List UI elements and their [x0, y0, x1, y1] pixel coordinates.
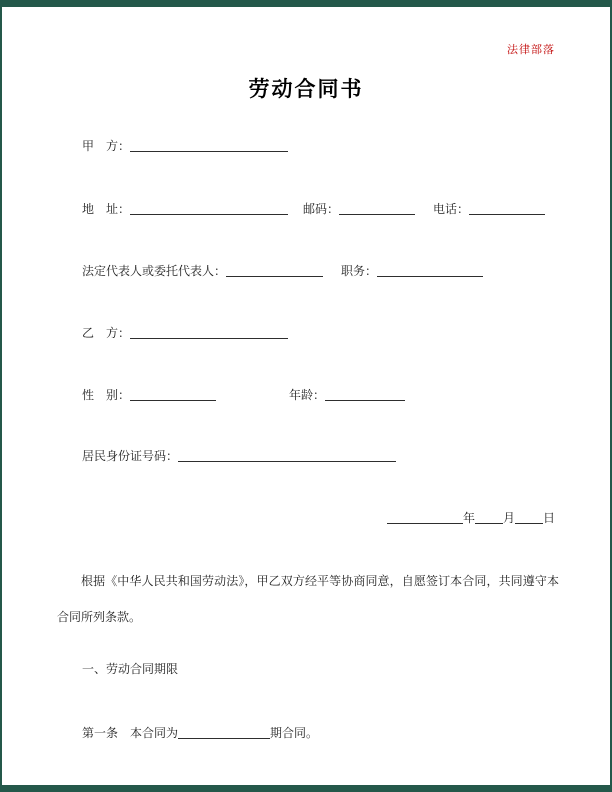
age-blank [325, 400, 405, 401]
brand-watermark: 法律部落 [507, 44, 555, 56]
date-day-label: 日 [542, 511, 555, 525]
id-number-blank [178, 461, 396, 462]
gender-label: 性 别： [82, 388, 131, 402]
gender-age-row [57, 387, 555, 403]
party-a-blank [130, 151, 288, 152]
party-b-label: 乙 方： [82, 326, 131, 340]
intro-paragraph: 根据《中华人民共和国劳动法》，甲乙双方经平等协商同意，自愿签订本合同，共同遵守本合同所列条款。 [57, 574, 559, 624]
postcode-blank [339, 214, 415, 215]
age-label: 年龄： [289, 388, 326, 402]
party-a-row [57, 138, 555, 154]
date-year-blank [387, 523, 463, 524]
postcode-label: 邮码： [303, 202, 340, 216]
position-label: 职务： [341, 264, 378, 278]
id-number-label: 居民身份证号码： [82, 449, 179, 463]
representative-blank [226, 276, 323, 277]
representative-row [57, 263, 555, 279]
party-b-blank [130, 338, 288, 339]
article-1-suffix: 期合同。 [270, 726, 319, 740]
gender-blank [130, 400, 216, 401]
date-month-label: 月 [502, 511, 515, 525]
date-year-label: 年 [462, 511, 475, 525]
article-1-row [57, 725, 555, 741]
date-month-blank [475, 523, 503, 524]
phone-blank [469, 214, 545, 215]
date-day-blank [515, 523, 543, 524]
article-1-prefix: 第一条 本合同为 [82, 726, 179, 740]
section-heading: 一、劳动合同期限 [82, 662, 179, 676]
representative-label: 法定代表人或委托代表人： [82, 264, 227, 278]
party-b-row [57, 325, 555, 341]
party-a-label: 甲 方： [82, 139, 131, 153]
article-1-blank [178, 738, 270, 739]
address-blank [130, 214, 288, 215]
address-label: 地 址： [82, 202, 131, 216]
document-title: 劳动合同书 [248, 78, 364, 101]
phone-label: 电话： [433, 202, 470, 216]
id-number-row [57, 448, 555, 464]
address-row [57, 201, 555, 217]
date-row [57, 510, 555, 526]
position-blank [377, 276, 483, 277]
